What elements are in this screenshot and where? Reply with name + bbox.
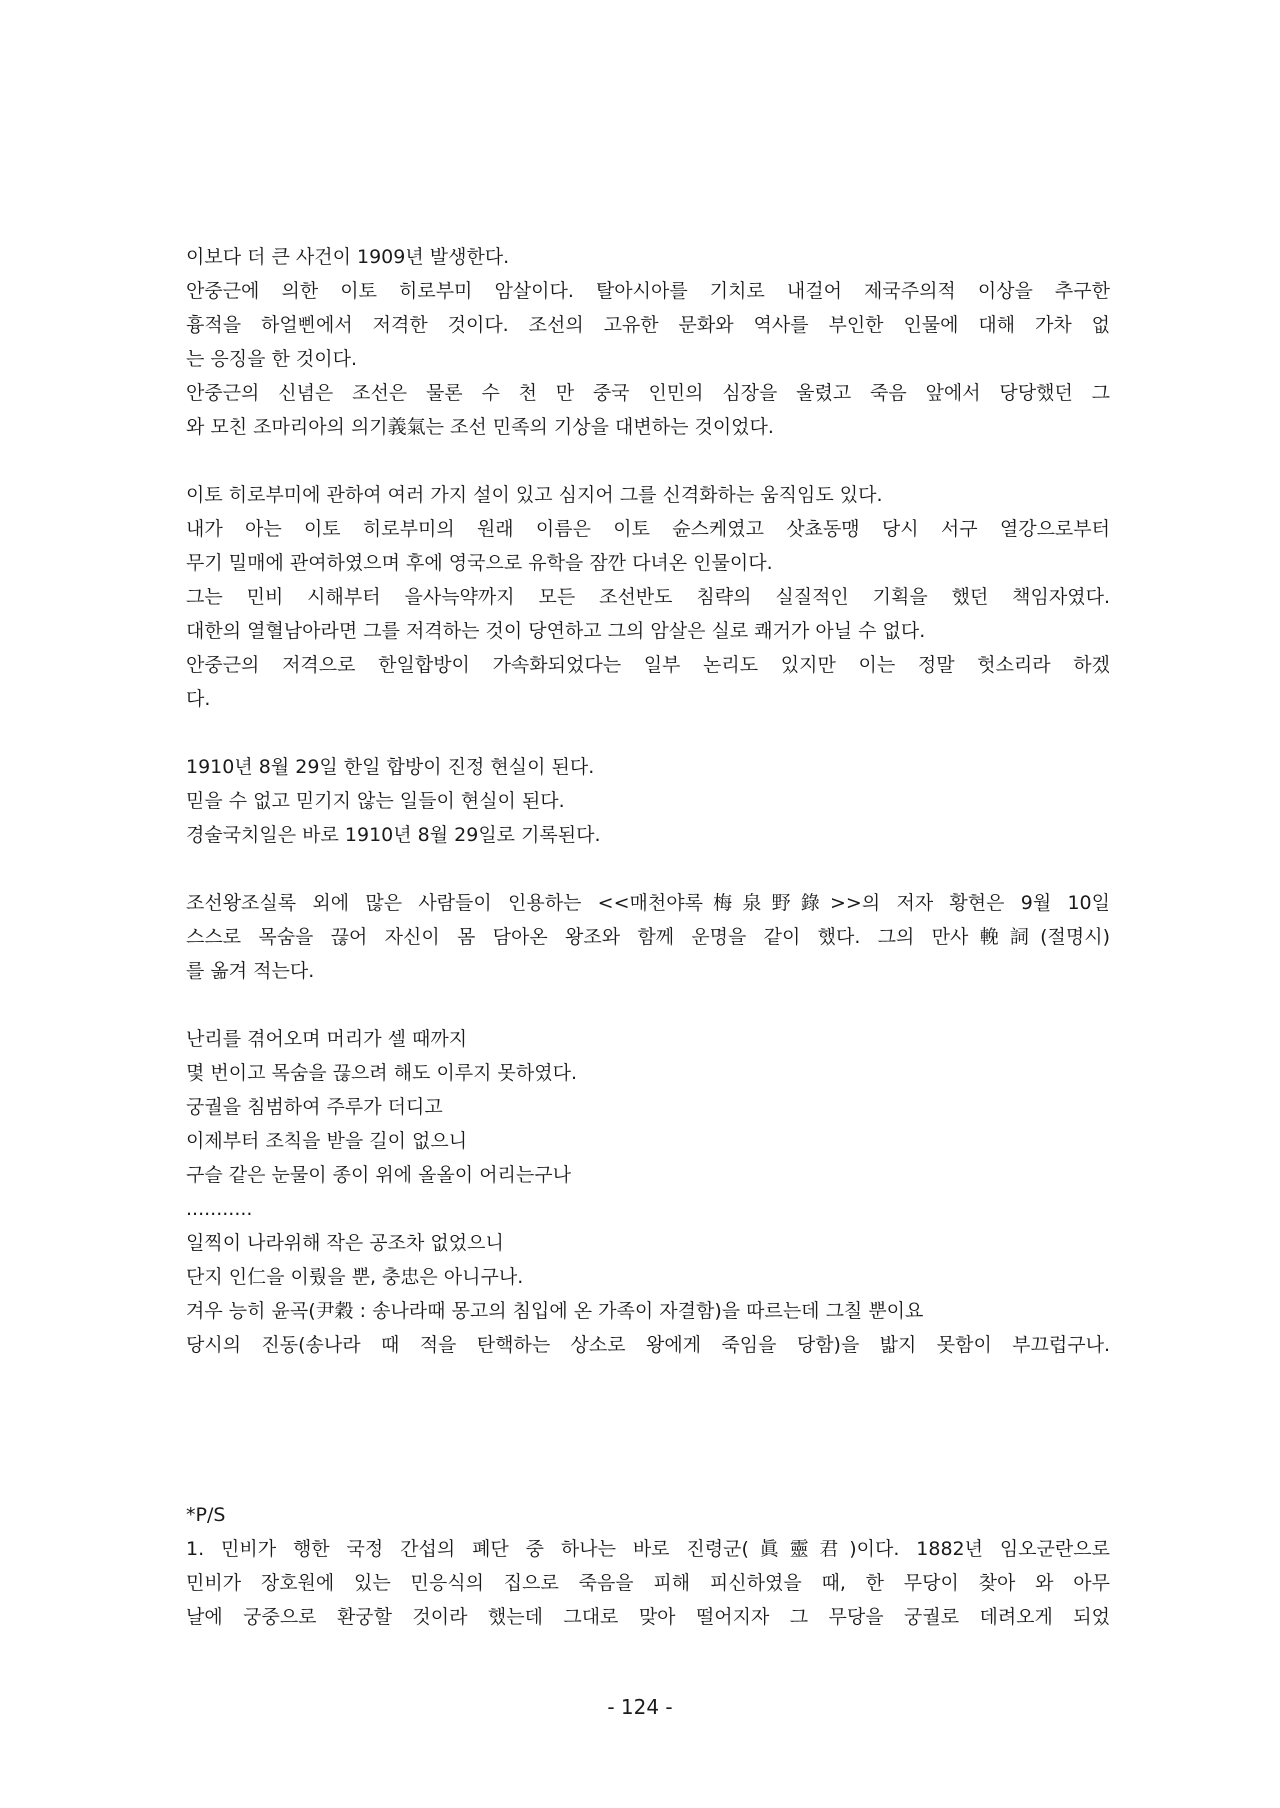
paragraph [186,478,1110,716]
text-line: 다. [186,688,211,710]
text-line: 1910년 8월 29일 한일 합방이 진정 현실이 된다. [186,756,595,778]
text-line: 그는 민비 시해부터 을사늑약까지 모든 조선반도 침략의 실질적인 기획을 했던 책임자였다. [186,586,1110,608]
text-line: 스스로 목숨을 끊어 자신이 몸 담아온 왕조와 함께 운명을 같이 했다. 그의 만사輓詞(절명시) [186,926,1110,948]
text-line: 안중근에 의한 이토 히로부미 암살이다. 탈아시아를 기치로 내걸어 제국주의적 이상을 추구한 [186,280,1110,302]
text-line: 안중근의 신념은 조선은 물론 수 천 만 중국 인민의 심장을 울렸고 죽음 앞에서 당당했던 그 [186,382,1110,404]
text-line: 안중근의 저격으로 한일합방이 가속화되었다는 일부 논리도 있지만 이는 정말 헛소리라 하겠 [186,654,1110,676]
text-line: 경술국치일은 바로 1910년 8월 29일로 기록된다. [186,824,601,846]
text-line: 와 모친 조마리아의 의기義氣는 조선 민족의 기상을 대변하는 것이었다. [186,416,774,438]
text-line: 는 응징을 한 것이다. [186,348,357,370]
text-line: 흉적을 하얼삔에서 저격한 것이다. 조선의 고유한 문화와 역사를 부인한 인물에 대해 가차 없 [186,314,1110,336]
text-line: 단지 인仁을 이뤘을 뿐, 충忠은 아니구나. [186,1266,524,1288]
paragraph [186,1022,1110,1362]
section-gap [186,1396,1110,1498]
text-line: 겨우 능히 윤곡(尹穀 : 송나라때 몽고의 침입에 온 가족이 자결함)을 따르는데 그칠 뿐이요 [186,1300,924,1322]
text-line: 민비가 장호원에 있는 민응식의 집으로 죽음을 피해 피신하였을 때, 한 무당이 찾아 와 아무 [186,1572,1110,1594]
page-number: - 124 - [607,1695,673,1719]
paragraph [186,750,1110,852]
text-line: 이보다 더 큰 사건이 1909년 발생한다. [186,246,510,268]
text-line: 구슬 같은 눈물이 종이 위에 올올이 어리는구나 [186,1164,571,1186]
text-line: 난리를 겪어오며 머리가 셀 때까지 [186,1028,468,1050]
text-line: ........... [186,1198,253,1220]
text-line: 날에 궁중으로 환궁할 것이라 했는데 그대로 맞아 떨어지자 그 무당을 궁궐로 데려오게 되었 [186,1606,1110,1628]
text-line: 이토 히로부미에 관하여 여러 가지 설이 있고 심지어 그를 신격화하는 움직임도 있다. [186,484,883,506]
text-line: 1. 민비가 행한 국정 간섭의 폐단 중 하나는 바로 진령군(眞靈君)이다. 1882년 임오군란으로 [186,1538,1110,1560]
paragraph [186,1498,1110,1634]
text-line: *P/S [186,1504,226,1526]
text-line: 조선왕조실록 외에 많은 사람들이 인용하는 <<매천야록梅泉野錄>>의 저자 황현은 9월 10일 [186,892,1110,914]
text-line: 내가 아는 이토 히로부미의 원래 이름은 이토 슌스케였고 삿쵸동맹 당시 서구 열강으로부터 [186,518,1110,540]
text-line: 궁궐을 침범하여 주루가 더디고 [186,1096,443,1118]
body-text [186,240,1110,1634]
text-line: 몇 번이고 목숨을 끊으려 해도 이루지 못하였다. [186,1062,578,1084]
paragraph [186,886,1110,988]
text-line: 믿을 수 없고 믿기지 않는 일들이 현실이 된다. [186,790,565,812]
text-line: 일찍이 나라위해 작은 공조차 없었으니 [186,1232,504,1254]
text-line: 이제부터 조칙을 받을 길이 없으니 [186,1130,468,1152]
text-line: 를 옮겨 적는다. [186,960,315,982]
text-line: 무기 밀매에 관여하였으며 후에 영국으로 유학을 잠깐 다녀온 인물이다. [186,552,773,574]
text-line: 당시의 진동(송나라 때 적을 탄핵하는 상소로 왕에게 죽임을 당함)을 밟지 못함이 부끄럽구나. [186,1334,1110,1356]
text-line: 대한의 열혈남아라면 그를 저격하는 것이 당연하고 그의 암살은 실로 쾌거가 아닐 수 없다. [186,620,926,642]
paragraph [186,240,1110,444]
